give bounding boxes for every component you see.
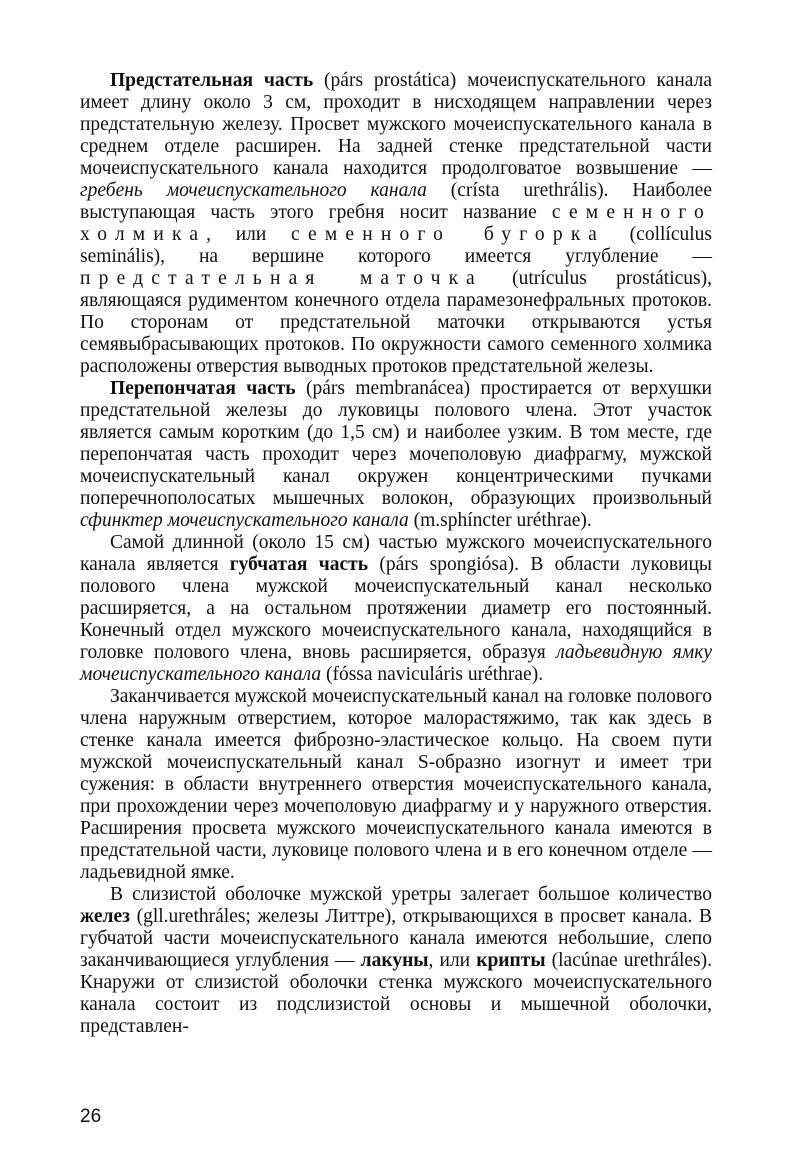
term-prostatic-utricle: предстательная маточка: [80, 268, 483, 289]
text-run: , или: [428, 950, 477, 971]
text-run: (collículus seminális), на вершине которого имеется углубление —: [80, 224, 712, 267]
term-seminal-colliculus: семенного холмика: [80, 202, 712, 245]
term-membranous-part: Перепончатая часть: [110, 378, 296, 399]
term-navicular-fossa: ладьевидную ямку мочеиспускательного канала: [80, 642, 713, 685]
text-run: (párs spongiósa). В области луковицы полового члена мужской мочеиспускательный канал несколько расширяется, а на остальном протяжении диаметр его постоянный. Конечный отдел мужского мочеиспускательного канала, находящийся в головке полового члена, вновь расширяется, образуя: [80, 554, 713, 663]
text-run: (crísta urethrális). Наиболее выступающая часть этого гребня носит название: [80, 180, 712, 223]
paragraph-glands: [80, 884, 712, 1038]
page-number: 26: [80, 1106, 102, 1127]
paragraph-membranous-part: [80, 378, 712, 532]
page-text: [80, 70, 712, 1038]
text-run: В слизистой оболочке мужской уретры залегает большое количество: [110, 884, 712, 905]
term-seminal-tubercle: семенного бугорка: [290, 224, 606, 245]
term-crypts: крипты: [476, 950, 546, 971]
text-run: (fóssa naviculáris uréthrae).: [321, 664, 544, 685]
text-run: (gll.urethráles; железы Литтре), открывающихся в просвет канала. В губчатой части мочеиспускательного канала имеются небольшие, слепо заканчивающиеся углубления —: [80, 906, 712, 971]
text-run: (párs membranácea) простирается от верхушки предстательной железы до луковицы полового члена. Этот участок является самым коротким (до 1,5 см) и наиболее узким. В том месте, где перепончатая часть проходит через мочеполовую диафрагму, мужской мочеиспускательный канал окружен концентрическими пучками поперечнополосатых мышечных волокон, образующих произвольный: [80, 378, 712, 509]
term-spongy-part: губчатая часть: [229, 554, 369, 575]
text-run: Заканчивается мужской мочеиспускательный канал на головке полового члена наружным отверстием, которое малорастяжимо, так как здесь в стенке канала имеется фиброзно-эластическое кольцо. На своем пути мужской мочеиспускательный канал S-образно изогнут и имеет три сужения: в области внутреннего отверстия мочеиспускательного канала, при прохождении через мочеполовую диафрагму и у наружного отверстия. Расширения просвета мужского мочеиспускательного канала имеются в предстательной части, луковице полового члена и в его конечном отделе — ладьевидной ямке.: [80, 686, 712, 883]
term-prostatic-part: Предстательная часть: [110, 70, 314, 91]
term-lacunae: лакуны: [360, 950, 429, 971]
text-run: (lacúnae urethráles). Кнаружи от слизистой оболочки стенка мужского мочеиспускательного канала состоит из подслизистой основы и мышечной оболочки, представлен-: [80, 950, 713, 1037]
paragraph-spongy-part: [80, 532, 712, 686]
term-glands: желез: [80, 906, 130, 927]
paragraph-external-orifice: [80, 686, 712, 884]
term-urethral-crest: гребень мочеиспускательного канала: [80, 180, 427, 201]
term-urethral-sphincter: сфинктер мочеиспускательного канала: [80, 510, 409, 531]
text-run: , или: [206, 224, 291, 245]
text-run: (m.sphíncter uréthrae).: [408, 510, 592, 531]
paragraph-prostatic-part: [80, 70, 712, 378]
text-run: Самой длинной (около 15 см) частью мужского мочеиспускательного канала является: [80, 532, 712, 575]
text-run: (párs prostática) мочеиспускательного канала имеет длину около 3 см, проходит в нисходящем направлении через предстательную железу. Просвет мужского мочеиспускательного канала в среднем отделе расширен. На задней стенке предстательной части мочеиспускательного канала находится продолговатое возвышение —: [80, 70, 712, 179]
text-run: (utrículus prostáticus), являющаяся рудиментом конечного отдела парамезонефральных протоков. По сторонам от предстательной маточки открываются устья семявыбрасывающих протоков. По окружности самого семенного холмика расположены отверстия выводных протоков предстательной железы.: [80, 268, 712, 377]
